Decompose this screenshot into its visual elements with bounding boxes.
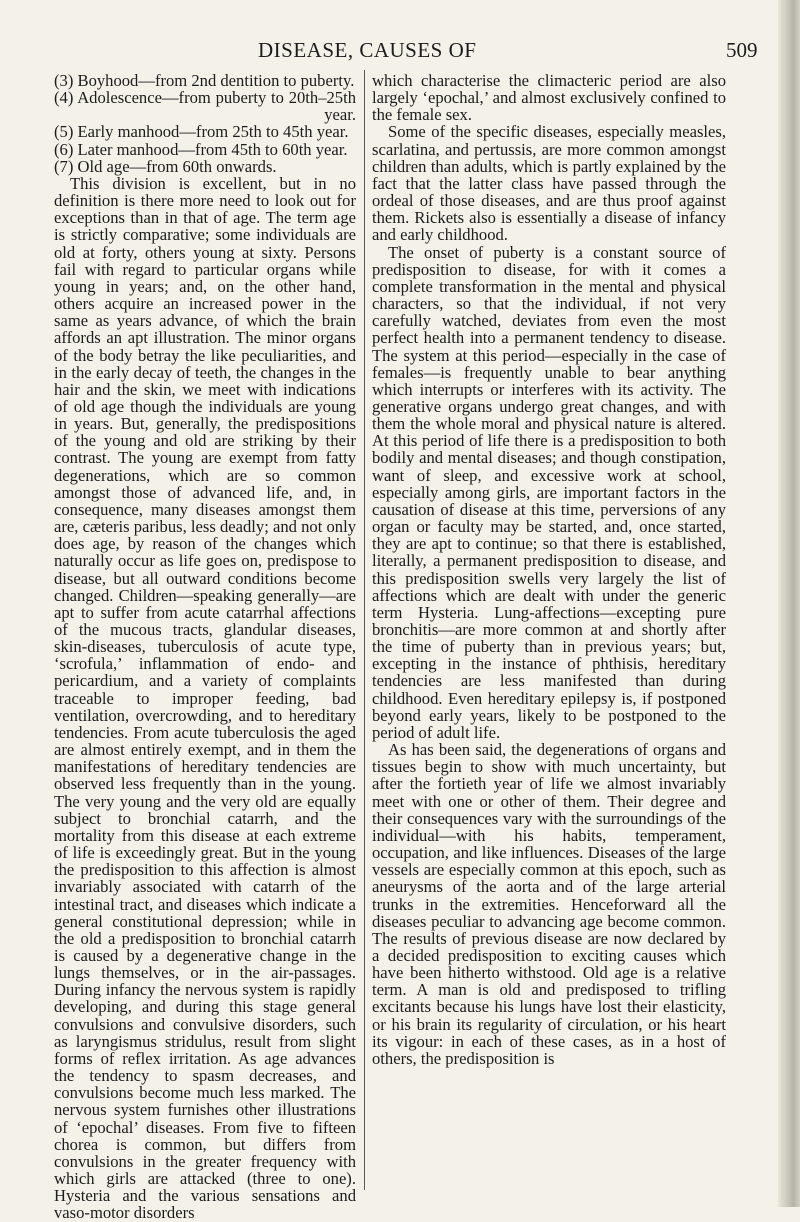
body-paragraph: This division is excellent, but in no definition is there more need to look out for exceptions than in that of age. The term age is strictly comparative; some individuals are old at forty, others young at sixty. Persons fail with regard to particular organs while young in years; and, on the other hand, others acquire an increased power in the same as years advance, of which the brain affords an apt illustration. The minor organs of the body betray the like peculiarities, and in the early decay of teeth, the changes in the hair and the skin, we meet with indications of old age though the individuals are young in years. But, generally, the predispositions of the young and old are striking by their contrast. The young are exempt from fatty degenerations, which are so common amongst those of advanced life, and, in consequence, many diseases amongst them are, cæteris paribus, less deadly; and not only does age, by reason of the changes which naturally occur as life goes on, predispose to disease, but all outward conditions become changed. Children—speaking generally—are apt to suffer from acute catarrhal affections of the mucous tracts, glandular diseases, skin-diseases, tuberculosis of acute type, ‘scrofula,’ inflammation of endo- and pericardium, and a variety of complaints traceable to improper feeding, bad ventilation, overcrowding, and to hereditary tendencies. From acute tuberculosis the aged are almost entirely exempt, and in them the manifestations of hereditary tendencies are observed less frequently than in the young. The very young and the very old are equally subject to bronchial catarrh, and the mortality from this disease at each extreme of life is exceedingly great. But in the young the predisposition to this affection is almost invariably associated with catarrh of the intestinal tract, and diseases which indicate a general constitutional depression; while in the old a predisposition to bronchial catarrh is caused by a degenerative change in the lungs themselves, or in the air-passages. During infancy the nervous system is rapidly developing, and during this stage general convulsions and convulsive disorders, such as laryngismus stridulus, result from slight forms of reflex irritation. As age advances the tendency to spasm decreases, and convulsions become much less marked. The nervous system furnishes other illustrations of ‘epochal’ diseases. From five to fifteen chorea is common, but differs from convulsions in the greater frequency with which girls are attacked (three to one). Hysteria and the various sensations and vaso-motor disorders xyxy=(54,173,356,1222)
body-paragraph: which characterise the climacteric period are also largely ‘epochal,’ and almost exclusively confined to the female sex. xyxy=(372,71,726,125)
running-head: DISEASE, CAUSES OF xyxy=(258,38,477,62)
body-paragraph: As has been said, the degenerations of organs and tissues begin to show with much uncertainty, but after the fortieth year of life we almost invariably meet with one or other of them. Their degree and their consequences vary with the surroundings of the individual—with his habits, temperament, occupation, and like influences. Diseases of the large vessels are especially common at this epoch, such as aneurysms of the aorta and of the large arterial trunks in the extremities. Henceforward all the diseases peculiar to advancing age become common. The results of previous disease are now declared by a decided predisposition to exciting causes which have been hitherto withstood. Old age is a relative term. A man is old and predisposed to trifling excitants because his lungs have lost their elasticity, or his brain its regularity of circulation, or his heart its vigour: in each of these cases, as in a host of others, the predisposition is xyxy=(372,740,726,1068)
age-list-item: (7) Old age—from 60th onwards. xyxy=(54,156,277,176)
age-list-item: (5) Early manhood—from 25th to 45th year. xyxy=(54,122,349,142)
age-list-item: (4) Adolescence—from puberty to 20th–25th xyxy=(54,88,356,108)
age-list-item-continuation: year. xyxy=(324,105,356,125)
page-number: 509 xyxy=(726,38,758,62)
age-list-item: (6) Later manhood—from 45th to 60th year. xyxy=(54,139,348,159)
body-paragraph: Some of the specific diseases, especially measles, scarlatina, and pertussis, are more common amongst children than adults, which is partly explained by the fact that the latter class have passed through the ordeal of those diseases, and are thus proof against them. Rickets also is essentially a disease of infancy and early childhood. xyxy=(372,122,726,245)
body-paragraph: The onset of puberty is a constant source of predisposition to disease, for with it comes a complete transformation in the mental and physical characters, so that the individual, if not very carefully watched, deviates from even the most perfect health into a permanent tendency to disease. The system at this period—especially in the case of females—is frequently unable to bear anything which interrupts or interferes with its activity. The generative organs undergo great changes, and with them the whole moral and physical nature is altered. At this period of life there is a predisposition to both bodily and mental diseases; and though constipation, want of sleep, and excessive work at school, especially among girls, are important factors in the causation of disease at this time, perversions of any organ or faculty may be started, and, once started, they are apt to continue; so that there is established, literally, a permanent predisposition to disease, and this predisposition swells very largely the list of affections which are dealt with under the generic term Hysteria. Lung-affections—excepting pure bronchitis—are more common at and shortly after the time of puberty than in previous years; but, excepting in the instance of phthisis, hereditary tendencies are less manifested than during childhood. Even hereditary epilepsy is, if postponed beyond early years, likely to be postponed to the period of adult life. xyxy=(372,242,726,742)
left-column xyxy=(54,72,356,1221)
page-header xyxy=(0,14,764,62)
age-list-item: (3) Boyhood—from 2nd dentition to puberty. xyxy=(54,71,355,90)
column-divider xyxy=(364,70,365,1190)
book-spine-edge xyxy=(778,0,800,1207)
right-column xyxy=(372,72,726,1067)
